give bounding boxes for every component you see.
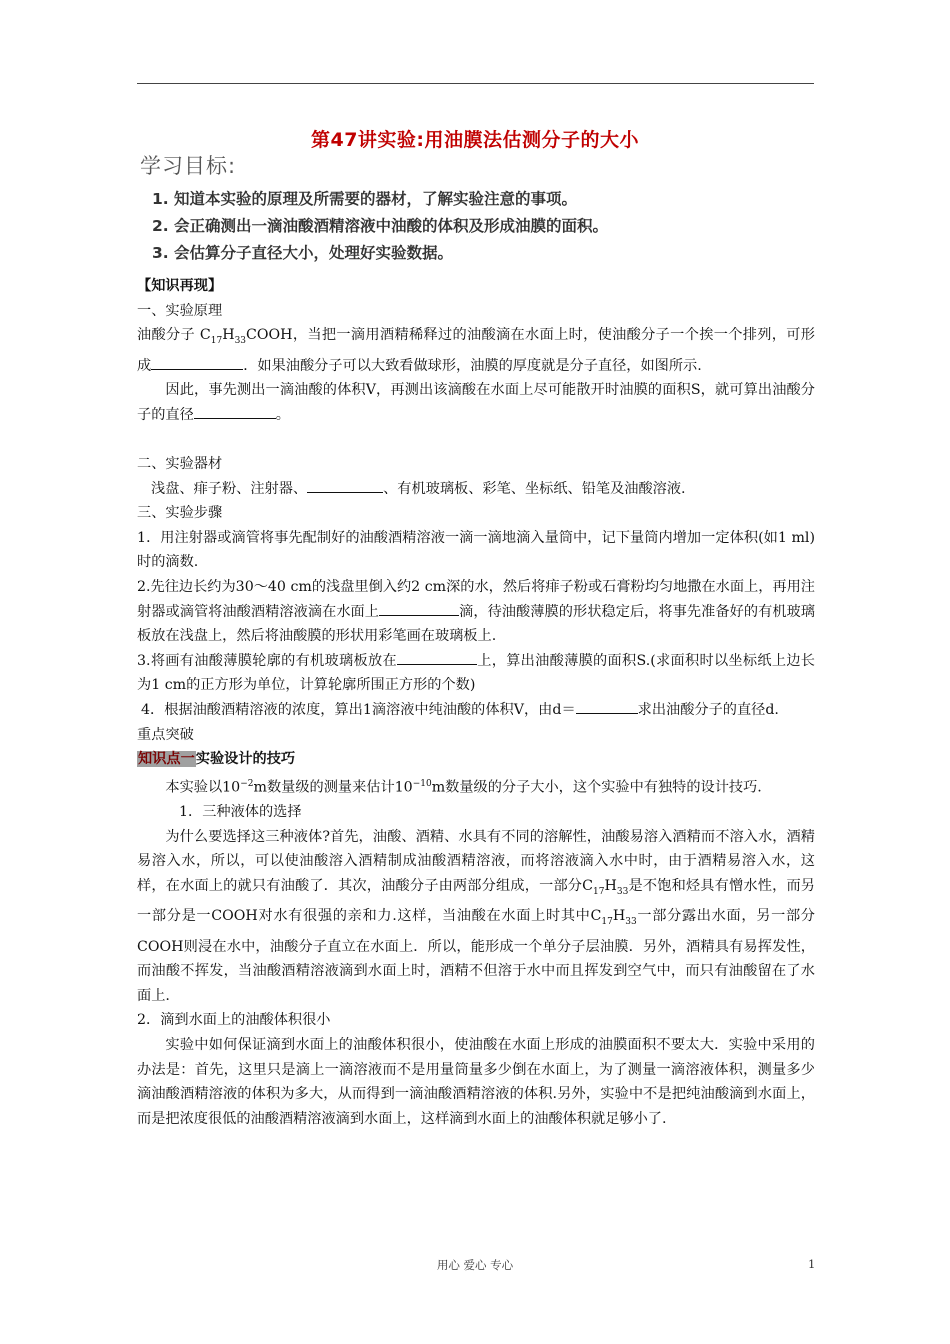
principle-paragraph-2: 因此，事先测出一滴油酸的体积V，再测出该滴酸在水面上尽可能散开时油膜的面积S，就可算出油酸分子的直径 。: [137, 382, 815, 423]
goal-item: 2. 会正确测出一滴油酸酒精溶液中油酸的体积及形成油膜的面积。: [152, 217, 609, 235]
focus-heading: 重点突破: [137, 726, 194, 743]
liquids-paragraph: 为什么要选择这三种液体?首先，油酸、酒精、水具有不同的溶解性，油酸易溶入酒精而不溶入水，酒精易溶入水，所以，可以使油酸溶入酒精制成油酸酒精溶液，而将溶液滴入水中时，由于酒精易溶入水，这样，在水面上的就只有油酸了．其次，油酸分子由两部分组成，一部分$C_{17}H_{33}$是不饱和烃具有憎水性，而另一部分是一COOH对水有很强的亲和力.这样，当油酸在水面上时其中$C_{17}H_{33}$一部分露出水面，另一部分COOH则浸在水中，油酸分子直立在水面上．所以，能形成一个单分子层油膜．另外，酒精具有易挥发性，而油酸不挥发，当油酸酒精溶液滴到水面上时，酒精不但溶于水中而且挥发到空气中，而只有油酸留在了水面上.: [137, 828, 815, 1004]
page-number: 1: [808, 1257, 816, 1271]
section-heading-equipment: 二、实验器材: [137, 455, 223, 472]
volume-paragraph: 实验中如何保证滴到水面上的油酸体积很小，使油酸在水面上形成的油膜面积不要太大．实验中采用的办法是：首先，这里只是滴上一滴溶液而不是用量筒量多少倒在水面上，为了测量一滴溶液体积，测量多少滴油酸酒精溶液的体积为多大，从而得到一滴油酸酒精溶液的体积.另外，实验中不是把纯油酸滴到水面上，而是把浓度很低的油酸酒精溶液滴到水面上，这样滴到水面上的油酸体积就足够小了.: [137, 1037, 815, 1127]
section-heading-principle: 一、实验原理: [137, 302, 223, 319]
knowledge-point-heading: 知识点一实验设计的技巧: [138, 751, 296, 768]
goal-item: 3. 会估算分子直径大小，处理好实验数据。: [152, 244, 454, 262]
equipment-list: 浅盘、痱子粉、注射器、 、有机玻璃板、彩笔、坐标纸、铅笔及油酸溶液.: [137, 477, 815, 502]
fill-blank[interactable]: [194, 404, 276, 419]
page-title: 第47讲实验:用油膜法估测分子的大小: [310, 129, 640, 151]
fill-blank[interactable]: [397, 650, 477, 665]
step-3: 3.将画有油酸薄膜轮廓的有机玻璃板放在 上，算出油酸薄膜的面积S.(求面积时以坐标纸上边长为1 cm的正方形为单位，计算轮廓所围正方形的个数): [137, 649, 815, 698]
page-footer: 用心 爱心 专心: [436, 1258, 514, 1272]
step-4: 4．根据油酸酒精溶液的浓度，算出1滴溶液中纯油酸的体积V，由d＝ 求出油酸分子的直径d.: [137, 698, 815, 723]
goals-heading: 学习目标:: [140, 154, 237, 178]
subheading-volume: 2．滴到水面上的油酸体积很小: [137, 1012, 331, 1029]
fill-blank[interactable]: [576, 699, 638, 714]
principle-paragraph: 油酸分子 $C_{17}H_{33}COOH$，当把一滴用酒精稀释过的油酸滴在水面上时，使油酸分子一个挨一个排列，可形成 ．如果油酸分子可以大致看做球形，油膜的厚度就是分子直径，如图所示.: [137, 327, 815, 374]
fill-blank[interactable]: [379, 601, 459, 616]
step-2: 2.先往边长约为30～40 cm的浅盘里倒入约2 cm深的水，然后将痱子粉或石膏粉均匀地撒在水面上，再用注射器或滴管将油酸酒精溶液滴在水面上 滴，待油酸薄膜的形状稳定后，将事先准备好的有机玻璃板放在浅盘上，然后将油酸膜的形状用彩笔画在玻璃板上.: [137, 578, 815, 645]
fill-blank[interactable]: [151, 355, 243, 370]
fill-blank[interactable]: [307, 478, 383, 493]
goal-item: 1. 知道本实验的原理及所需要的器材，了解实验注意的事项。: [152, 190, 578, 208]
document-body: [137, 274, 815, 1131]
section-heading-steps: 三、实验步骤: [137, 505, 223, 522]
goals-list: [152, 186, 608, 267]
knowledge-point-label: 知识点一: [138, 751, 195, 768]
subheading-liquids: 1．三种液体的选择: [179, 804, 302, 821]
knowledge-heading: 【知识再现】: [137, 278, 223, 294]
step-1: 1．用注射器或滴管将事先配制好的油酸酒精溶液一滴一滴地滴入量筒中，记下量筒内增加一定体积(如1 ml)时的滴数.: [137, 529, 815, 571]
header-rule: [137, 83, 814, 84]
knowledge-point-intro: 本实验以$10^{-2}m$数量级的测量来估计$10^{-10}m$数量级的分子大小，这个实验中有独特的设计技巧.: [165, 778, 762, 796]
